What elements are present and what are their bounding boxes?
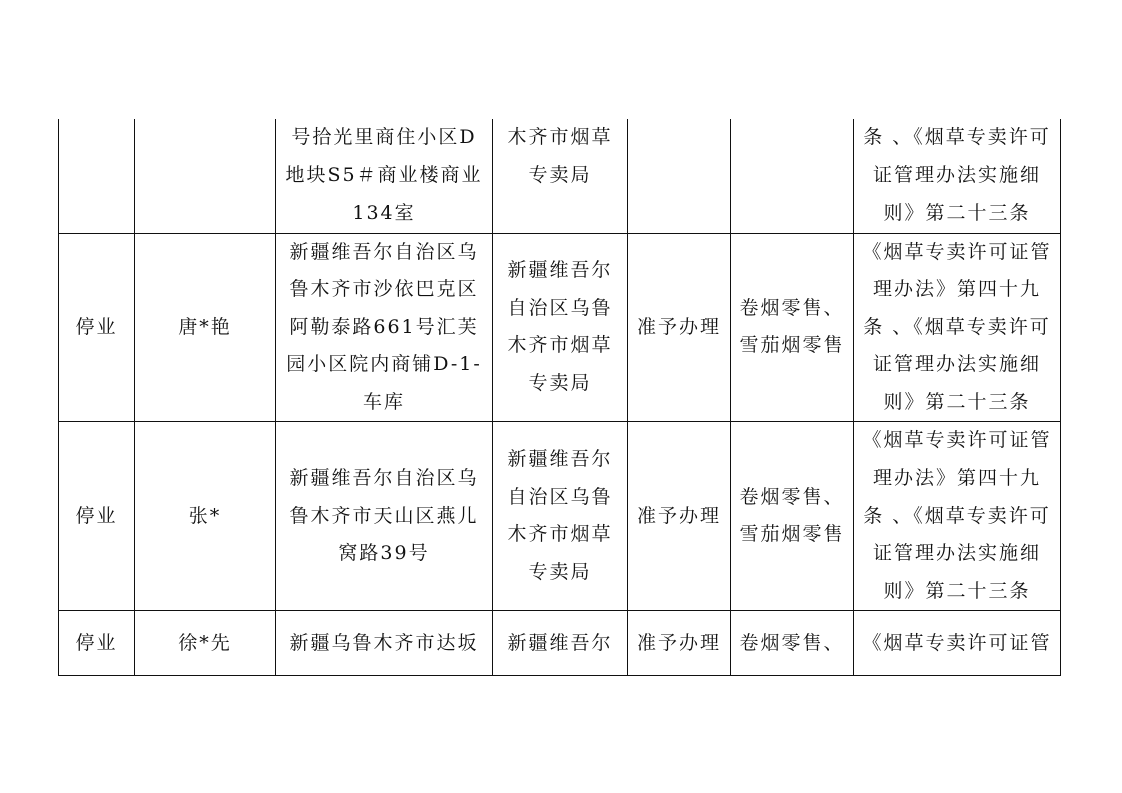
basis-cell: 《烟草专卖许可证管 <box>854 611 1061 676</box>
status-cell: 停业 <box>59 233 135 422</box>
address-cell: 号拾光里商住小区D 地块S5＃商业楼商业 134室 <box>276 119 493 233</box>
basis-cell: 《烟草专卖许可证管 理办法》第四十九 条 、《烟草专卖许可 证管理办法实施细 则》第二十三条 <box>854 233 1061 422</box>
name-cell: 唐*艳 <box>135 233 276 422</box>
status-cell <box>59 119 135 233</box>
status-cell: 停业 <box>59 611 135 676</box>
decision-cell: 准予办理 <box>628 611 731 676</box>
basis-cell: 《烟草专卖许可证管 理办法》第四十九 条 、《烟草专卖许可 证管理办法实施细 则》第二十三条 <box>854 422 1061 611</box>
decision-cell: 准予办理 <box>628 233 731 422</box>
decision-cell <box>628 119 731 233</box>
authority-cell: 新疆维吾尔 自治区乌鲁 木齐市烟草 专卖局 <box>493 422 628 611</box>
basis-cell: 条 、《烟草专卖许可 证管理办法实施细 则》第二十三条 <box>854 119 1061 233</box>
table-row <box>59 233 1061 422</box>
name-cell: 张* <box>135 422 276 611</box>
scope-cell: 卷烟零售、 <box>731 611 854 676</box>
table-row <box>59 422 1061 611</box>
scope-cell: 卷烟零售、 雪茄烟零售 <box>731 233 854 422</box>
table-row <box>59 119 1061 233</box>
name-cell <box>135 119 276 233</box>
name-cell: 徐*先 <box>135 611 276 676</box>
table-row <box>59 611 1061 676</box>
scope-cell: 卷烟零售、 雪茄烟零售 <box>731 422 854 611</box>
address-cell: 新疆乌鲁木齐市达坂 <box>276 611 493 676</box>
status-cell: 停业 <box>59 422 135 611</box>
decision-cell: 准予办理 <box>628 422 731 611</box>
scope-cell <box>731 119 854 233</box>
license-table <box>58 119 1061 676</box>
authority-cell: 木齐市烟草 专卖局 <box>493 119 628 233</box>
authority-cell: 新疆维吾尔 自治区乌鲁 木齐市烟草 专卖局 <box>493 233 628 422</box>
authority-cell: 新疆维吾尔 <box>493 611 628 676</box>
address-cell: 新疆维吾尔自治区乌 鲁木齐市沙依巴克区 阿勒泰路661号汇芙 园小区院内商铺D-1- 车库 <box>276 233 493 422</box>
address-cell: 新疆维吾尔自治区乌 鲁木齐市天山区燕儿 窝路39号 <box>276 422 493 611</box>
